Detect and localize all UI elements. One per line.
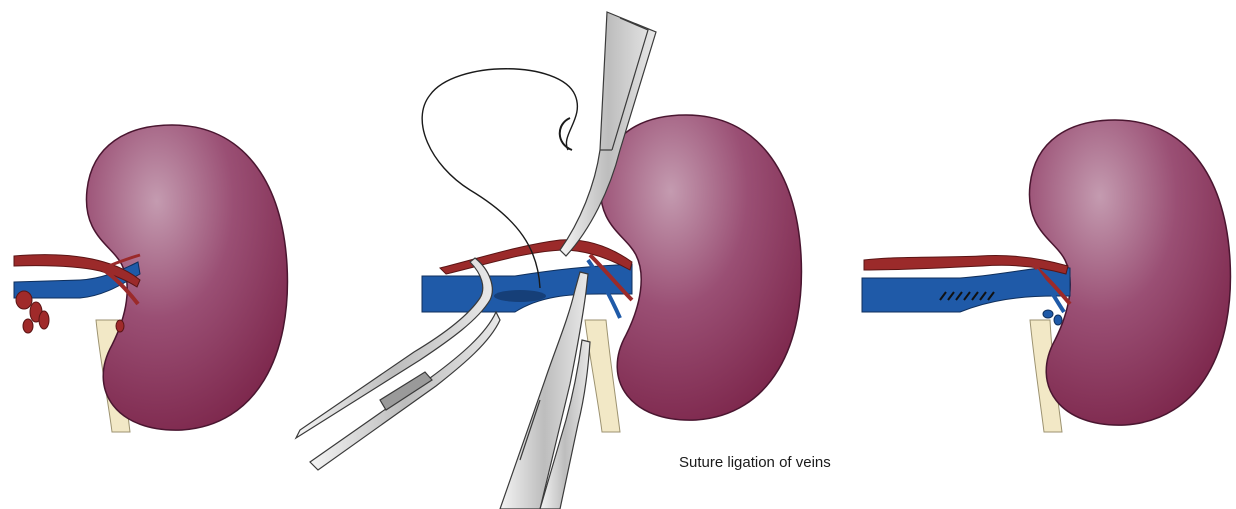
- figure-caption: Suture ligation of veins: [679, 454, 831, 471]
- right-kidney-panel: [862, 120, 1230, 432]
- middle-kidney-panel: [296, 12, 801, 509]
- left-kidney-panel: [14, 125, 287, 432]
- ureter: [585, 320, 620, 432]
